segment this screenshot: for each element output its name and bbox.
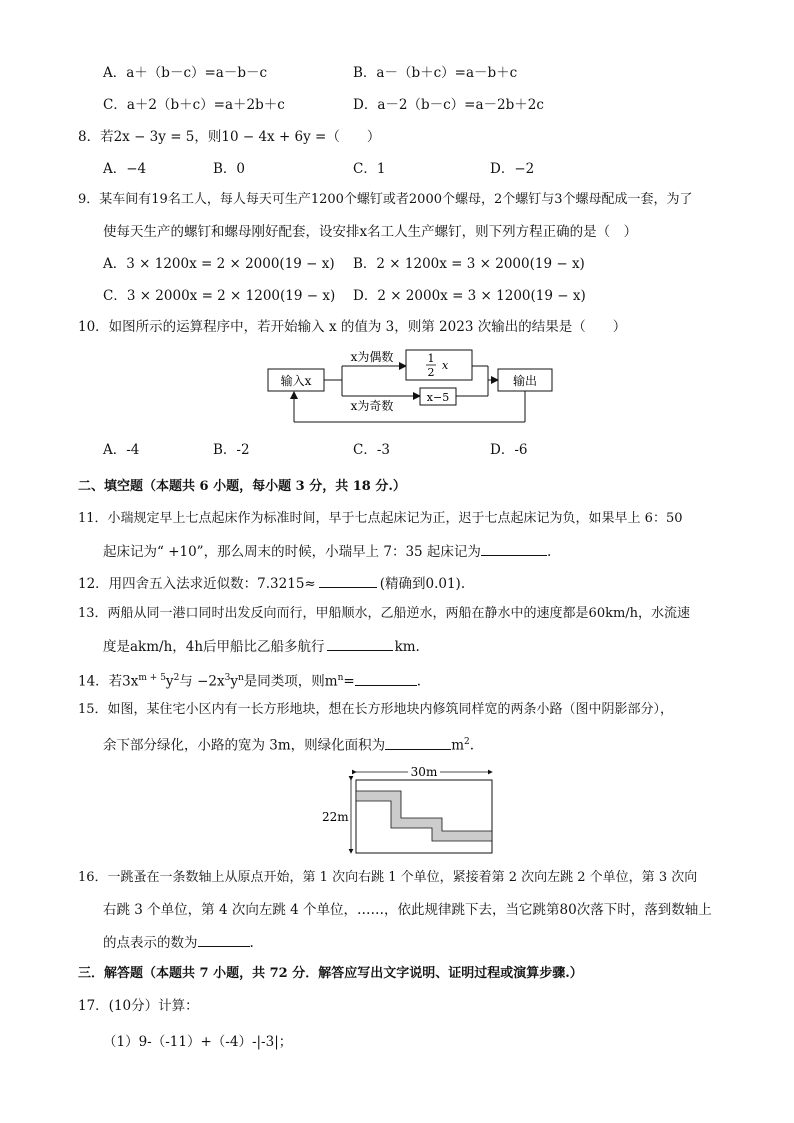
q12-end: (精确到0.01).	[379, 576, 466, 592]
q15-unit-sup: 2	[464, 737, 470, 747]
q13-line2	[103, 637, 420, 656]
q10-flowchart	[260, 344, 560, 428]
q12-line	[78, 574, 465, 593]
q9-option-b: B．2 × 1200x = 3 × 2000(19 − x)	[353, 256, 585, 272]
flow-input-label: 输入x	[280, 374, 312, 388]
q16-answer-blank[interactable]	[198, 933, 250, 947]
q9-option-a: A．3 × 1200x = 2 × 2000(19 − x)	[103, 256, 335, 272]
q15-line1: 15．如图，某住宅小区内有一长方形地块，想在长方形地块内修筑同样宽的两条小路（图中阴影部分），	[78, 702, 674, 717]
flow-half-box	[406, 350, 472, 380]
q11-line1: 11．小瑞规定早上七点起床作为标准时间，早于七点起床记为正，迟于七点起床记为负，如果早上 6：50	[78, 511, 683, 526]
q12-text: 12．用四舍五入法求近似数：7.3215≈	[78, 576, 316, 592]
q7-option-d: D．a－2（b－c）=a－2b＋2c	[353, 97, 544, 113]
q14-a: 14．若3x	[78, 673, 139, 690]
q8-stem: 8．若2x − 3y = 5，则10 − 4x + 6y =（ ）	[78, 129, 381, 145]
q14-d: y	[230, 673, 238, 690]
q16-line1: 16．一跳蚤在一条数轴上从原点开始，第 1 次向右跳 1 个单位，紧接着第 2 次向左跳 2 个单位，第 3 次向	[78, 870, 698, 885]
q16-line3-text: 的点表示的数为	[103, 935, 198, 951]
q15-figure	[322, 763, 502, 863]
q15-line2-text: 余下部分绿化，小路的宽为 3m，则绿化面积为	[103, 737, 386, 754]
q9-option-c: C．3 × 2000x = 2 × 1200(19 − x)	[103, 288, 336, 304]
q10-stem: 10．如图所示的运算程序中，若开始输入 x 的值为 3，则第 2023 次输出的结果是（ ）	[78, 319, 627, 335]
q11-answer-blank[interactable]	[481, 542, 547, 556]
q15-answer-blank[interactable]	[385, 736, 451, 750]
q15-width-label: 30m	[410, 765, 438, 779]
q16-line3-end: .	[249, 935, 254, 951]
q14-c: 与 −2x	[179, 673, 225, 690]
q14-sup1: m + 5	[138, 673, 166, 683]
q14-line	[78, 669, 421, 691]
q9-stem-line2: 使每天生产的螺钉和螺母刚好配套，设安排x名工人生产螺钉，则下列方程正确的是（ ）	[103, 224, 638, 240]
flow-minus-label: x−5	[426, 391, 450, 404]
q8-option-c: C．1	[353, 161, 386, 177]
q14-sup4: n	[237, 673, 244, 683]
q14-e: 是同类项，则m	[243, 673, 338, 690]
q8-option-d: D．−2	[490, 161, 535, 177]
q11-line2	[103, 542, 551, 561]
q14-sup3: 3	[224, 673, 231, 683]
q14-g: .	[416, 673, 421, 690]
q14-f: =	[343, 673, 355, 690]
q11-line2-text: 起床记为“ +10”，那么周末的时候，小瑞早上 7：35 起床记为	[103, 544, 481, 560]
flow-half-variable: x	[442, 359, 449, 372]
q10-option-c: C．-3	[353, 442, 390, 458]
flow-half-denominator: 2	[427, 366, 435, 379]
flow-even-label: x为偶数	[350, 350, 394, 364]
q7-option-a: A．a＋（b－c）=a－b－c	[103, 65, 268, 81]
q9-stem-line1: 9．某车间有19名工人，每人每天可生产1200个螺钉或者2000个螺母，2个螺钉与3个螺母配成一套，为了	[78, 192, 693, 207]
q16-line3	[103, 933, 254, 952]
q8-option-a: A．−4	[103, 161, 147, 177]
q14-answer-blank[interactable]	[355, 672, 417, 686]
q13-line2-text: 度是akm/h，4h后甲船比乙船多航行	[103, 639, 325, 655]
q10-option-b: B．-2	[213, 442, 250, 458]
q7-option-b: B．a－（b＋c）=a－b＋c	[353, 65, 518, 81]
q15-height-label: 22m	[322, 810, 349, 824]
q13-answer-blank[interactable]	[327, 637, 393, 651]
flow-half-numerator: 1	[427, 352, 435, 365]
q14-sup5: n	[337, 673, 344, 683]
q15-line2-end: .	[469, 737, 475, 754]
q16-line2: 右跳 3 个单位，第 4 次向左跳 4 个单位，……，依此规律跳下去，当它跳第80次落下时，落到数轴上	[103, 902, 712, 918]
flow-odd-label: x为奇数	[350, 399, 394, 413]
q11-line2-end: .	[546, 544, 552, 560]
section3-title: 三．解答题（本题共 7 小题，共 72 分．解答应写出文字说明、证明过程或演算步骤.）	[78, 966, 583, 981]
q10-option-d: D．-6	[490, 442, 528, 458]
q14-sup2: 2	[173, 673, 180, 683]
q13-line1: 13．两船从同一港口同时出发反向而行，甲船顺水，乙船逆水，两船在静水中的速度都是60km/h，水流速	[78, 606, 691, 621]
q12-answer-blank[interactable]	[319, 574, 377, 588]
q10-option-a: A．-4	[103, 442, 140, 458]
q17-stem: 17．(10分）计算：	[78, 998, 199, 1014]
q17-part1: （1）9-（-11）+（-4）-|-3|；	[103, 1034, 293, 1050]
q9-option-d: D．2 × 2000x = 3 × 1200(19 − x)	[353, 288, 586, 304]
q15-line2	[103, 733, 474, 755]
section2-title: 二、填空题（本题共 6 小题，每小题 3 分，共 18 分.）	[78, 479, 406, 494]
q8-option-b: B．0	[213, 161, 246, 177]
flow-output-label: 输出	[512, 374, 538, 388]
q15-unit: m	[451, 737, 464, 754]
q13-line2-end: km.	[394, 639, 420, 655]
q7-option-c: C．a＋2（b＋c）=a＋2b＋c	[103, 97, 285, 113]
q14-b: y	[165, 673, 174, 690]
